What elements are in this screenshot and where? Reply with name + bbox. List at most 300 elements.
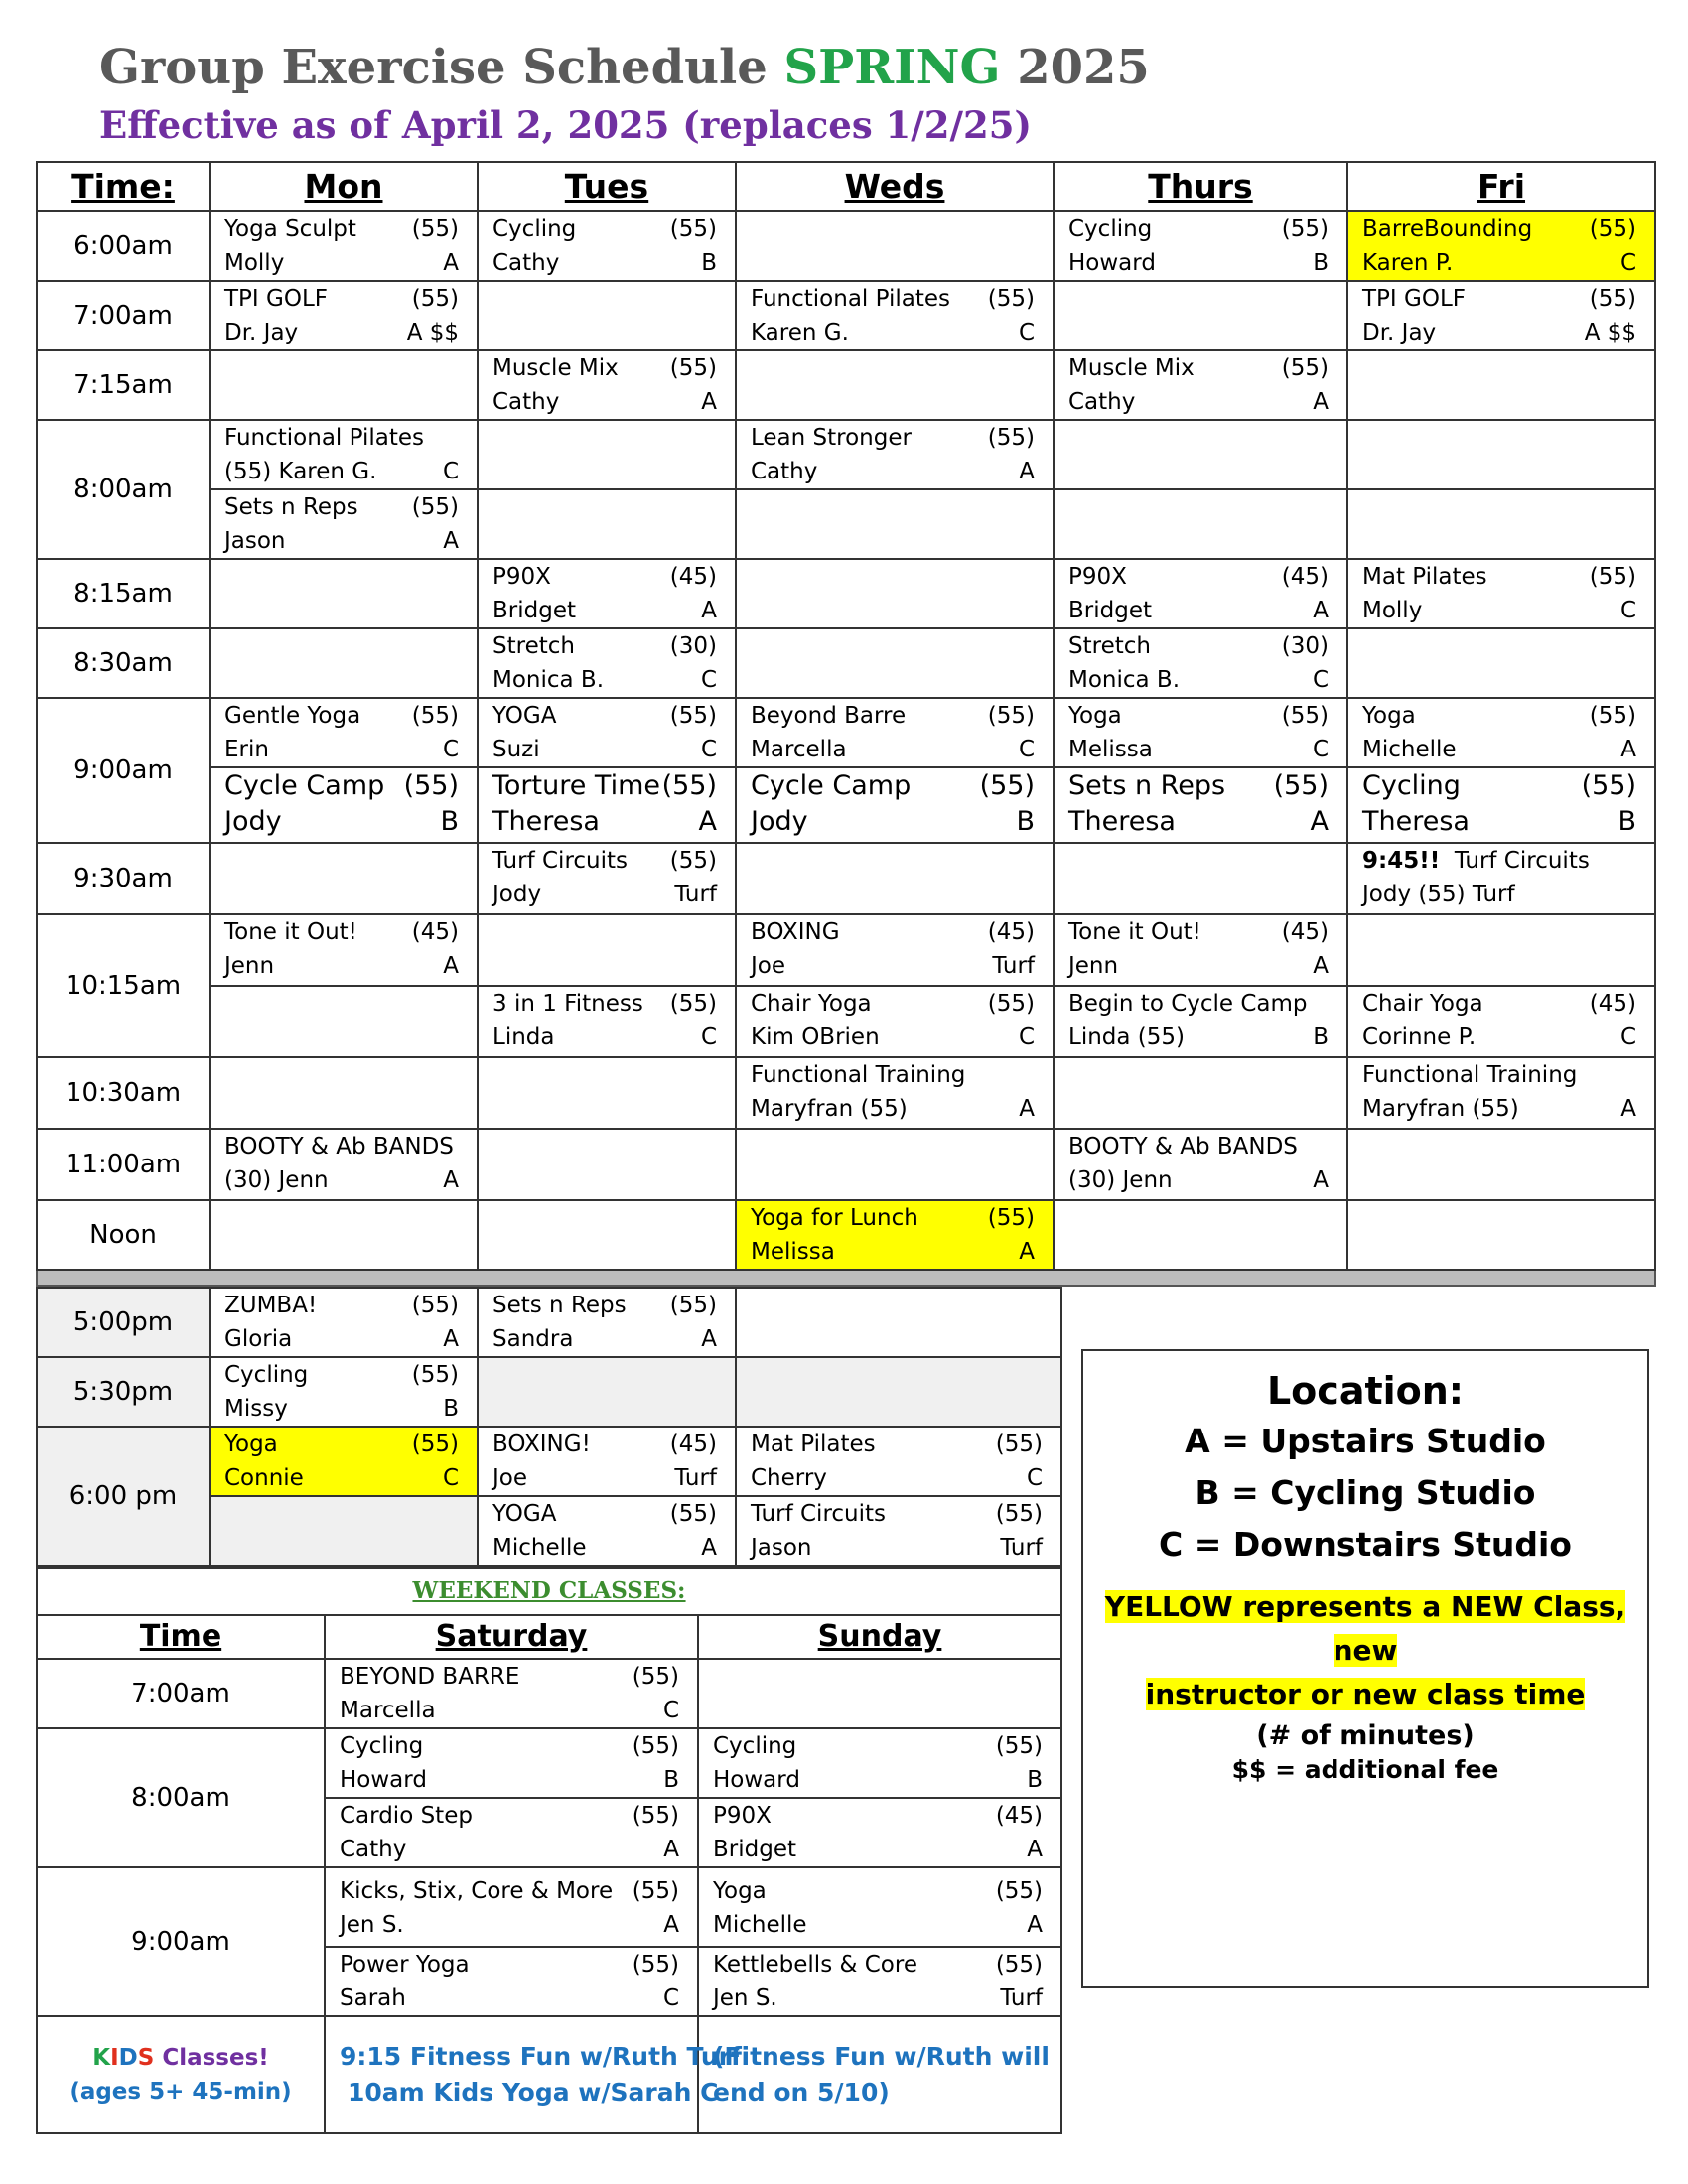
class-detail: Jody (55) Turf	[1362, 882, 1515, 907]
class-cell	[1054, 986, 1347, 1057]
class-studio: Turf	[992, 953, 1035, 979]
class-cell	[698, 1867, 1061, 1947]
class-title-line	[224, 699, 477, 733]
class-instructor-line	[340, 1908, 697, 1942]
class-name: Cycling	[224, 1362, 309, 1388]
class-title-line	[1362, 699, 1654, 733]
class-name: Yoga for Lunch	[751, 1205, 918, 1231]
empty-cell	[1347, 420, 1655, 489]
empty-cell	[736, 350, 1054, 420]
instructor-name: Theresa	[1362, 806, 1470, 837]
class-cell	[210, 281, 478, 350]
instructor-name: Jody	[751, 806, 808, 837]
class-duration: (55)	[1281, 703, 1329, 729]
class-studio: A	[443, 1326, 459, 1352]
class-name: Sets n Reps	[492, 1293, 627, 1318]
class-instructor-line	[492, 1531, 735, 1565]
class-name: Lean Stronger	[751, 425, 912, 451]
class-name: P90X	[492, 564, 551, 590]
instructor-name: (55) Karen G.	[224, 459, 377, 484]
class-instructor-line	[340, 1981, 697, 2015]
class-duration: (55)	[411, 1432, 459, 1457]
instructor-name: Cathy	[492, 250, 560, 276]
class-name: Turf Circuits	[751, 1501, 887, 1527]
row-800am-a	[37, 420, 1655, 489]
instructor-name: Cherry	[751, 1465, 827, 1491]
instructor-name: Karen P.	[1362, 250, 1454, 276]
class-duration: (55)	[987, 286, 1035, 312]
empty-cell	[478, 420, 736, 489]
time-cell: 8:30am	[37, 628, 210, 698]
class-studio: A	[1310, 806, 1329, 837]
class-name: Cycle Camp	[224, 770, 385, 801]
instructor-name: Joe	[751, 953, 786, 979]
class-duration: (45)	[995, 1803, 1044, 1829]
class-studio: B	[440, 806, 459, 837]
empty-cell	[1054, 420, 1347, 489]
empty-cell	[210, 559, 478, 628]
class-cell	[1054, 350, 1347, 420]
class-title-line	[492, 351, 735, 385]
class-studio: A	[663, 1837, 679, 1862]
class-instructor-line	[492, 804, 735, 840]
class-name: Cycling	[340, 1733, 424, 1759]
class-duration: (55)	[1589, 564, 1636, 590]
instructor-name: Jenn	[1068, 953, 1119, 979]
class-title-line	[751, 1428, 1060, 1461]
class-name: Chair Yoga	[1362, 991, 1483, 1017]
class-instructor-line	[1068, 949, 1346, 983]
instructor-name: Maryfran (55)	[1362, 1096, 1519, 1122]
page-subtitle: Effective as of April 2, 2025 (replaces 1/2/25)	[99, 103, 1033, 147]
weekday-schedule-table	[36, 161, 1656, 1287]
class-cell	[210, 1288, 478, 1357]
class-name: Functional Pilates	[224, 425, 425, 451]
empty-cell	[736, 1357, 1061, 1427]
class-duration: (45)	[1281, 564, 1329, 590]
class-name: Tone it Out!	[1068, 919, 1201, 945]
class-cell	[478, 559, 736, 628]
class-title-line	[713, 1729, 1060, 1763]
class-title-line	[492, 1289, 735, 1322]
class-name: Yoga	[224, 1432, 278, 1457]
time-cell: 8:15am	[37, 559, 210, 628]
header-row	[37, 162, 1655, 211]
class-name: BOXING!	[492, 1432, 591, 1457]
instructor-name: Jody	[492, 882, 542, 907]
class-cell	[210, 1129, 478, 1200]
class-cell	[210, 211, 478, 281]
class-cell	[736, 698, 1054, 767]
class-studio: C	[662, 1698, 679, 1723]
class-title-line	[340, 1729, 697, 1763]
class-duration: (55)	[1589, 286, 1636, 312]
class-name: Functional Training	[1362, 1062, 1578, 1088]
class-duration: (55)	[669, 991, 717, 1017]
class-instructor-line	[1362, 246, 1654, 280]
row-930am	[37, 843, 1655, 914]
class-studio: B	[701, 250, 717, 276]
empty-cell	[210, 986, 478, 1057]
empty-cell	[698, 1659, 1061, 1728]
time-cell: 9:00am	[37, 698, 210, 843]
class-title-line	[492, 1428, 735, 1461]
instructor-name: Theresa	[492, 806, 600, 837]
instructor-name: Theresa	[1068, 806, 1176, 837]
row-w900am-a	[37, 1867, 1061, 1947]
kids-letter-s: S	[137, 2045, 155, 2071]
class-studio: C	[1026, 1465, 1043, 1491]
class-name: P90X	[1068, 564, 1127, 590]
class-cell	[698, 1728, 1061, 1798]
col-header-time: Time	[37, 1615, 325, 1659]
class-cell-new	[736, 1200, 1054, 1270]
class-cell	[736, 1496, 1061, 1566]
empty-cell	[210, 1057, 478, 1129]
class-cell	[736, 986, 1054, 1057]
class-cell	[736, 1427, 1061, 1496]
kids-letter-k: K	[92, 2045, 111, 2071]
class-title-line	[1068, 699, 1346, 733]
class-cell	[478, 1427, 736, 1496]
instructor-name: Linda (55)	[1068, 1024, 1185, 1050]
class-duration: (55)	[632, 1878, 679, 1904]
class-title-line	[1362, 212, 1654, 246]
class-duration: (30)	[1281, 633, 1329, 659]
col-header-saturday: Saturday	[325, 1615, 698, 1659]
instructor-name: Jenn	[224, 953, 275, 979]
class-duration: (55)	[987, 703, 1035, 729]
instructor-name: Melissa	[751, 1239, 835, 1265]
class-name: Cardio Step	[340, 1803, 473, 1829]
instructor-name: Bridget	[492, 598, 576, 623]
class-name: TPI GOLF	[1362, 286, 1466, 312]
empty-cell	[736, 628, 1054, 698]
class-name: Cycling	[1362, 770, 1461, 801]
class-name: Functional Pilates	[751, 286, 951, 312]
time-cell: 6:00 pm	[37, 1427, 210, 1566]
kids-sat-line1: 9:15 Fitness Fun w/Ruth Turf	[340, 2042, 742, 2071]
class-instructor-line	[713, 1833, 1060, 1866]
empty-cell	[210, 350, 478, 420]
class-title-line	[224, 1428, 477, 1461]
empty-cell	[1347, 489, 1655, 559]
instructor-name: (30) Jenn	[1068, 1167, 1173, 1193]
class-instructor-line	[224, 1392, 477, 1426]
class-instructor-line	[224, 804, 477, 840]
class-name: Muscle Mix	[1068, 355, 1195, 381]
class-cell	[1054, 628, 1347, 698]
class-studio: Turf	[674, 1465, 717, 1491]
class-studio: A $$	[406, 320, 459, 345]
class-instructor-line	[492, 733, 735, 766]
row-w700am	[37, 1659, 1061, 1728]
time-change-note: 9:45!!	[1362, 848, 1441, 874]
class-duration: (55)	[1589, 703, 1636, 729]
class-cell	[736, 420, 1054, 489]
class-cell	[478, 1288, 736, 1357]
class-instructor-line	[224, 1461, 477, 1495]
class-name: Cycling	[492, 216, 577, 242]
kids-letter-i: I	[110, 2045, 119, 2071]
class-instructor-line	[224, 733, 477, 766]
empty-cell	[1347, 914, 1655, 986]
class-duration: (55)	[669, 1501, 717, 1527]
class-studio: A	[1620, 737, 1636, 762]
class-duration: (55)	[411, 1293, 459, 1318]
instructor-name: Michelle	[492, 1535, 587, 1561]
location-legend-box	[1081, 1349, 1649, 1988]
class-studio: A	[1313, 1167, 1329, 1193]
instructor-name: Cathy	[1068, 389, 1136, 415]
class-instructor-line	[1362, 594, 1654, 627]
class-instructor-line	[492, 663, 735, 697]
class-duration: (55)	[669, 703, 717, 729]
instructor-name: Jason	[224, 528, 286, 554]
class-cell	[736, 914, 1054, 986]
row-500pm	[37, 1288, 1061, 1357]
class-title-line	[1068, 560, 1346, 594]
class-name: BOXING	[751, 919, 840, 945]
class-duration: (55)	[1281, 355, 1329, 381]
class-name: ZUMBA!	[224, 1293, 318, 1318]
class-instructor-line	[492, 385, 735, 419]
empty-cell	[478, 1357, 736, 1427]
class-studio: A	[1620, 1096, 1636, 1122]
kids-sun-line2: end on 5/10)	[713, 2078, 890, 2107]
class-title-line	[751, 987, 1053, 1021]
instructor-name: Kim OBrien	[751, 1024, 880, 1050]
time-cell: 8:00am	[37, 1728, 325, 1867]
class-title-line	[1362, 1058, 1654, 1092]
class-studio: B	[1313, 1024, 1329, 1050]
instructor-name: Cathy	[492, 389, 560, 415]
row-900am-b	[37, 767, 1655, 843]
class-instructor-line	[751, 804, 1053, 840]
kids-row	[37, 2016, 1061, 2133]
class-studio: A	[701, 598, 717, 623]
class-duration: (55)	[1281, 216, 1329, 242]
empty-cell	[736, 843, 1054, 914]
title-season: SPRING	[783, 40, 1001, 95]
class-title-line	[713, 1799, 1060, 1833]
class-cell	[1347, 559, 1655, 628]
class-title-line	[751, 1058, 1053, 1092]
col-header-fri: Fri	[1347, 162, 1655, 211]
class-duration: (45)	[1589, 991, 1636, 1017]
empty-cell	[736, 559, 1054, 628]
class-name: Sets n Reps	[1068, 770, 1226, 801]
class-studio: C	[1018, 737, 1035, 762]
class-title-line	[340, 1660, 697, 1694]
class-title-line	[224, 1358, 477, 1392]
time-cell: 7:15am	[37, 350, 210, 420]
row-530pm	[37, 1357, 1061, 1427]
time-cell: 5:30pm	[37, 1357, 210, 1427]
time-cell: 9:30am	[37, 843, 210, 914]
class-title-line	[224, 421, 477, 455]
class-duration: (55)	[403, 770, 459, 801]
class-title-line	[492, 629, 735, 663]
class-name: BEYOND BARRE	[340, 1664, 520, 1690]
class-title-line	[1068, 768, 1346, 804]
class-cell-new	[210, 1427, 478, 1496]
class-instructor-line	[492, 594, 735, 627]
class-studio: C	[442, 1465, 459, 1491]
class-duration: (55)	[1273, 770, 1329, 801]
separator-row	[37, 1270, 1655, 1286]
class-studio: C	[1312, 737, 1329, 762]
class-studio: A	[443, 250, 459, 276]
instructor-name: Corinne P.	[1362, 1024, 1477, 1050]
class-studio: A	[1019, 1096, 1035, 1122]
kids-sunday-cell	[698, 2016, 1061, 2133]
class-title-line	[492, 987, 735, 1021]
class-duration: (55)	[995, 1432, 1043, 1457]
class-name: Yoga	[713, 1878, 767, 1904]
row-900am-a	[37, 698, 1655, 767]
class-instructor-line	[1362, 804, 1654, 840]
instructor-name: Cathy	[340, 1837, 407, 1862]
class-duration: (45)	[411, 919, 459, 945]
instructor-name: Melissa	[1068, 737, 1153, 762]
class-cell	[210, 767, 478, 843]
empty-cell	[1054, 1200, 1347, 1270]
class-cell	[210, 489, 478, 559]
class-name: P90X	[713, 1803, 772, 1829]
class-studio: A	[1313, 389, 1329, 415]
instructor-name: Molly	[224, 250, 285, 276]
class-cell	[736, 1057, 1054, 1129]
empty-cell	[1347, 1129, 1655, 1200]
class-cell	[1054, 767, 1347, 843]
yellow-note-line1: YELLOW represents a NEW Class, new	[1104, 1590, 1626, 1667]
class-studio: A	[701, 1326, 717, 1352]
class-studio: A	[1027, 1912, 1044, 1938]
class-duration: (55)	[995, 1952, 1044, 1978]
empty-cell	[736, 1288, 1061, 1357]
class-duration: (55)	[411, 286, 459, 312]
time-cell: 6:00am	[37, 211, 210, 281]
fee-note: $$ = additional fee	[1231, 1755, 1499, 1784]
class-studio: B	[1027, 1767, 1044, 1793]
class-studio: B	[1016, 806, 1035, 837]
empty-cell	[1054, 489, 1347, 559]
class-instructor-line	[751, 1461, 1060, 1495]
class-studio: A	[1027, 1837, 1044, 1862]
class-studio: C	[1018, 1024, 1035, 1050]
kids-letter-d: D	[118, 2045, 138, 2071]
class-instructor-line	[751, 1092, 1053, 1126]
class-studio: C	[1312, 667, 1329, 693]
class-name: Torture Time	[492, 770, 661, 801]
class-instructor-line	[1068, 1021, 1346, 1054]
class-duration: (55)	[669, 848, 717, 874]
instructor-name: (30) Jenn	[224, 1167, 329, 1193]
instructor-name: Monica B.	[492, 667, 605, 693]
class-duration: (55)	[987, 1205, 1035, 1231]
class-instructor-line	[751, 1021, 1053, 1054]
empty-cell	[210, 1200, 478, 1270]
class-cell	[325, 1798, 698, 1867]
class-studio: Turf	[1000, 1985, 1044, 2011]
class-instructor-line	[751, 1531, 1060, 1565]
class-name: BOOTY & Ab BANDS	[1068, 1134, 1298, 1160]
empty-cell	[478, 1057, 736, 1129]
class-duration: (55)	[995, 1501, 1043, 1527]
class-title-line	[751, 1201, 1053, 1235]
row-800am-b	[37, 489, 1655, 559]
class-instructor-line	[224, 455, 477, 488]
instructor-name: Howard	[340, 1767, 427, 1793]
class-name: YOGA	[492, 1501, 557, 1527]
class-cell	[210, 914, 478, 986]
class-instructor-line	[492, 878, 735, 911]
class-studio: C	[1619, 598, 1636, 623]
class-instructor-line	[224, 1322, 477, 1356]
class-title-line	[224, 768, 477, 804]
class-instructor-line	[1068, 733, 1346, 766]
class-duration: (55)	[669, 216, 717, 242]
class-studio: A	[701, 389, 717, 415]
class-title-line	[1362, 282, 1654, 316]
row-1015am-b	[37, 986, 1655, 1057]
class-cell	[1054, 698, 1347, 767]
class-title-line	[751, 915, 1053, 949]
class-name: 3 in 1 Fitness	[492, 991, 643, 1017]
class-duration: (55)	[661, 770, 717, 801]
class-name: Beyond Barre	[751, 703, 907, 729]
class-title-line	[1362, 768, 1654, 804]
class-studio: B	[1313, 250, 1329, 276]
instructor-name: Jen S.	[713, 1985, 777, 2011]
class-title-line	[224, 1130, 477, 1163]
instructor-name: Marcella	[340, 1698, 436, 1723]
class-name: Muscle Mix	[492, 355, 619, 381]
class-name: Power Yoga	[340, 1952, 470, 1978]
class-duration: (55)	[411, 494, 459, 520]
class-cell	[478, 767, 736, 843]
class-instructor-line	[340, 1694, 697, 1727]
weekend-schedule-table	[36, 1567, 1062, 2134]
instructor-name: Karen G.	[751, 320, 849, 345]
class-studio: C	[442, 459, 459, 484]
instructor-name: Suzi	[492, 737, 540, 762]
instructor-name: Marcella	[751, 737, 847, 762]
class-duration: (55)	[1581, 770, 1636, 801]
class-cell	[1054, 1129, 1347, 1200]
class-name: YOGA	[492, 703, 557, 729]
row-600pm-a	[37, 1427, 1061, 1496]
row-1100am	[37, 1129, 1655, 1200]
class-instructor-line	[492, 246, 735, 280]
title-text: Group Exercise Schedule	[99, 40, 768, 95]
class-instructor-line	[340, 1763, 697, 1797]
empty-cell	[736, 211, 1054, 281]
time-cell: 9:00am	[37, 1867, 325, 2016]
class-cell-new	[1347, 211, 1655, 281]
class-studio: A	[663, 1912, 679, 1938]
col-header-thurs: Thurs	[1054, 162, 1347, 211]
empty-cell	[736, 489, 1054, 559]
class-instructor-line	[224, 1163, 477, 1197]
class-name: Gentle Yoga	[224, 703, 361, 729]
time-cell: 7:00am	[37, 1659, 325, 1728]
class-instructor-line	[1068, 385, 1346, 419]
class-duration: (55)	[979, 770, 1035, 801]
class-instructor-line	[1068, 1163, 1346, 1197]
class-duration: (45)	[669, 1432, 717, 1457]
